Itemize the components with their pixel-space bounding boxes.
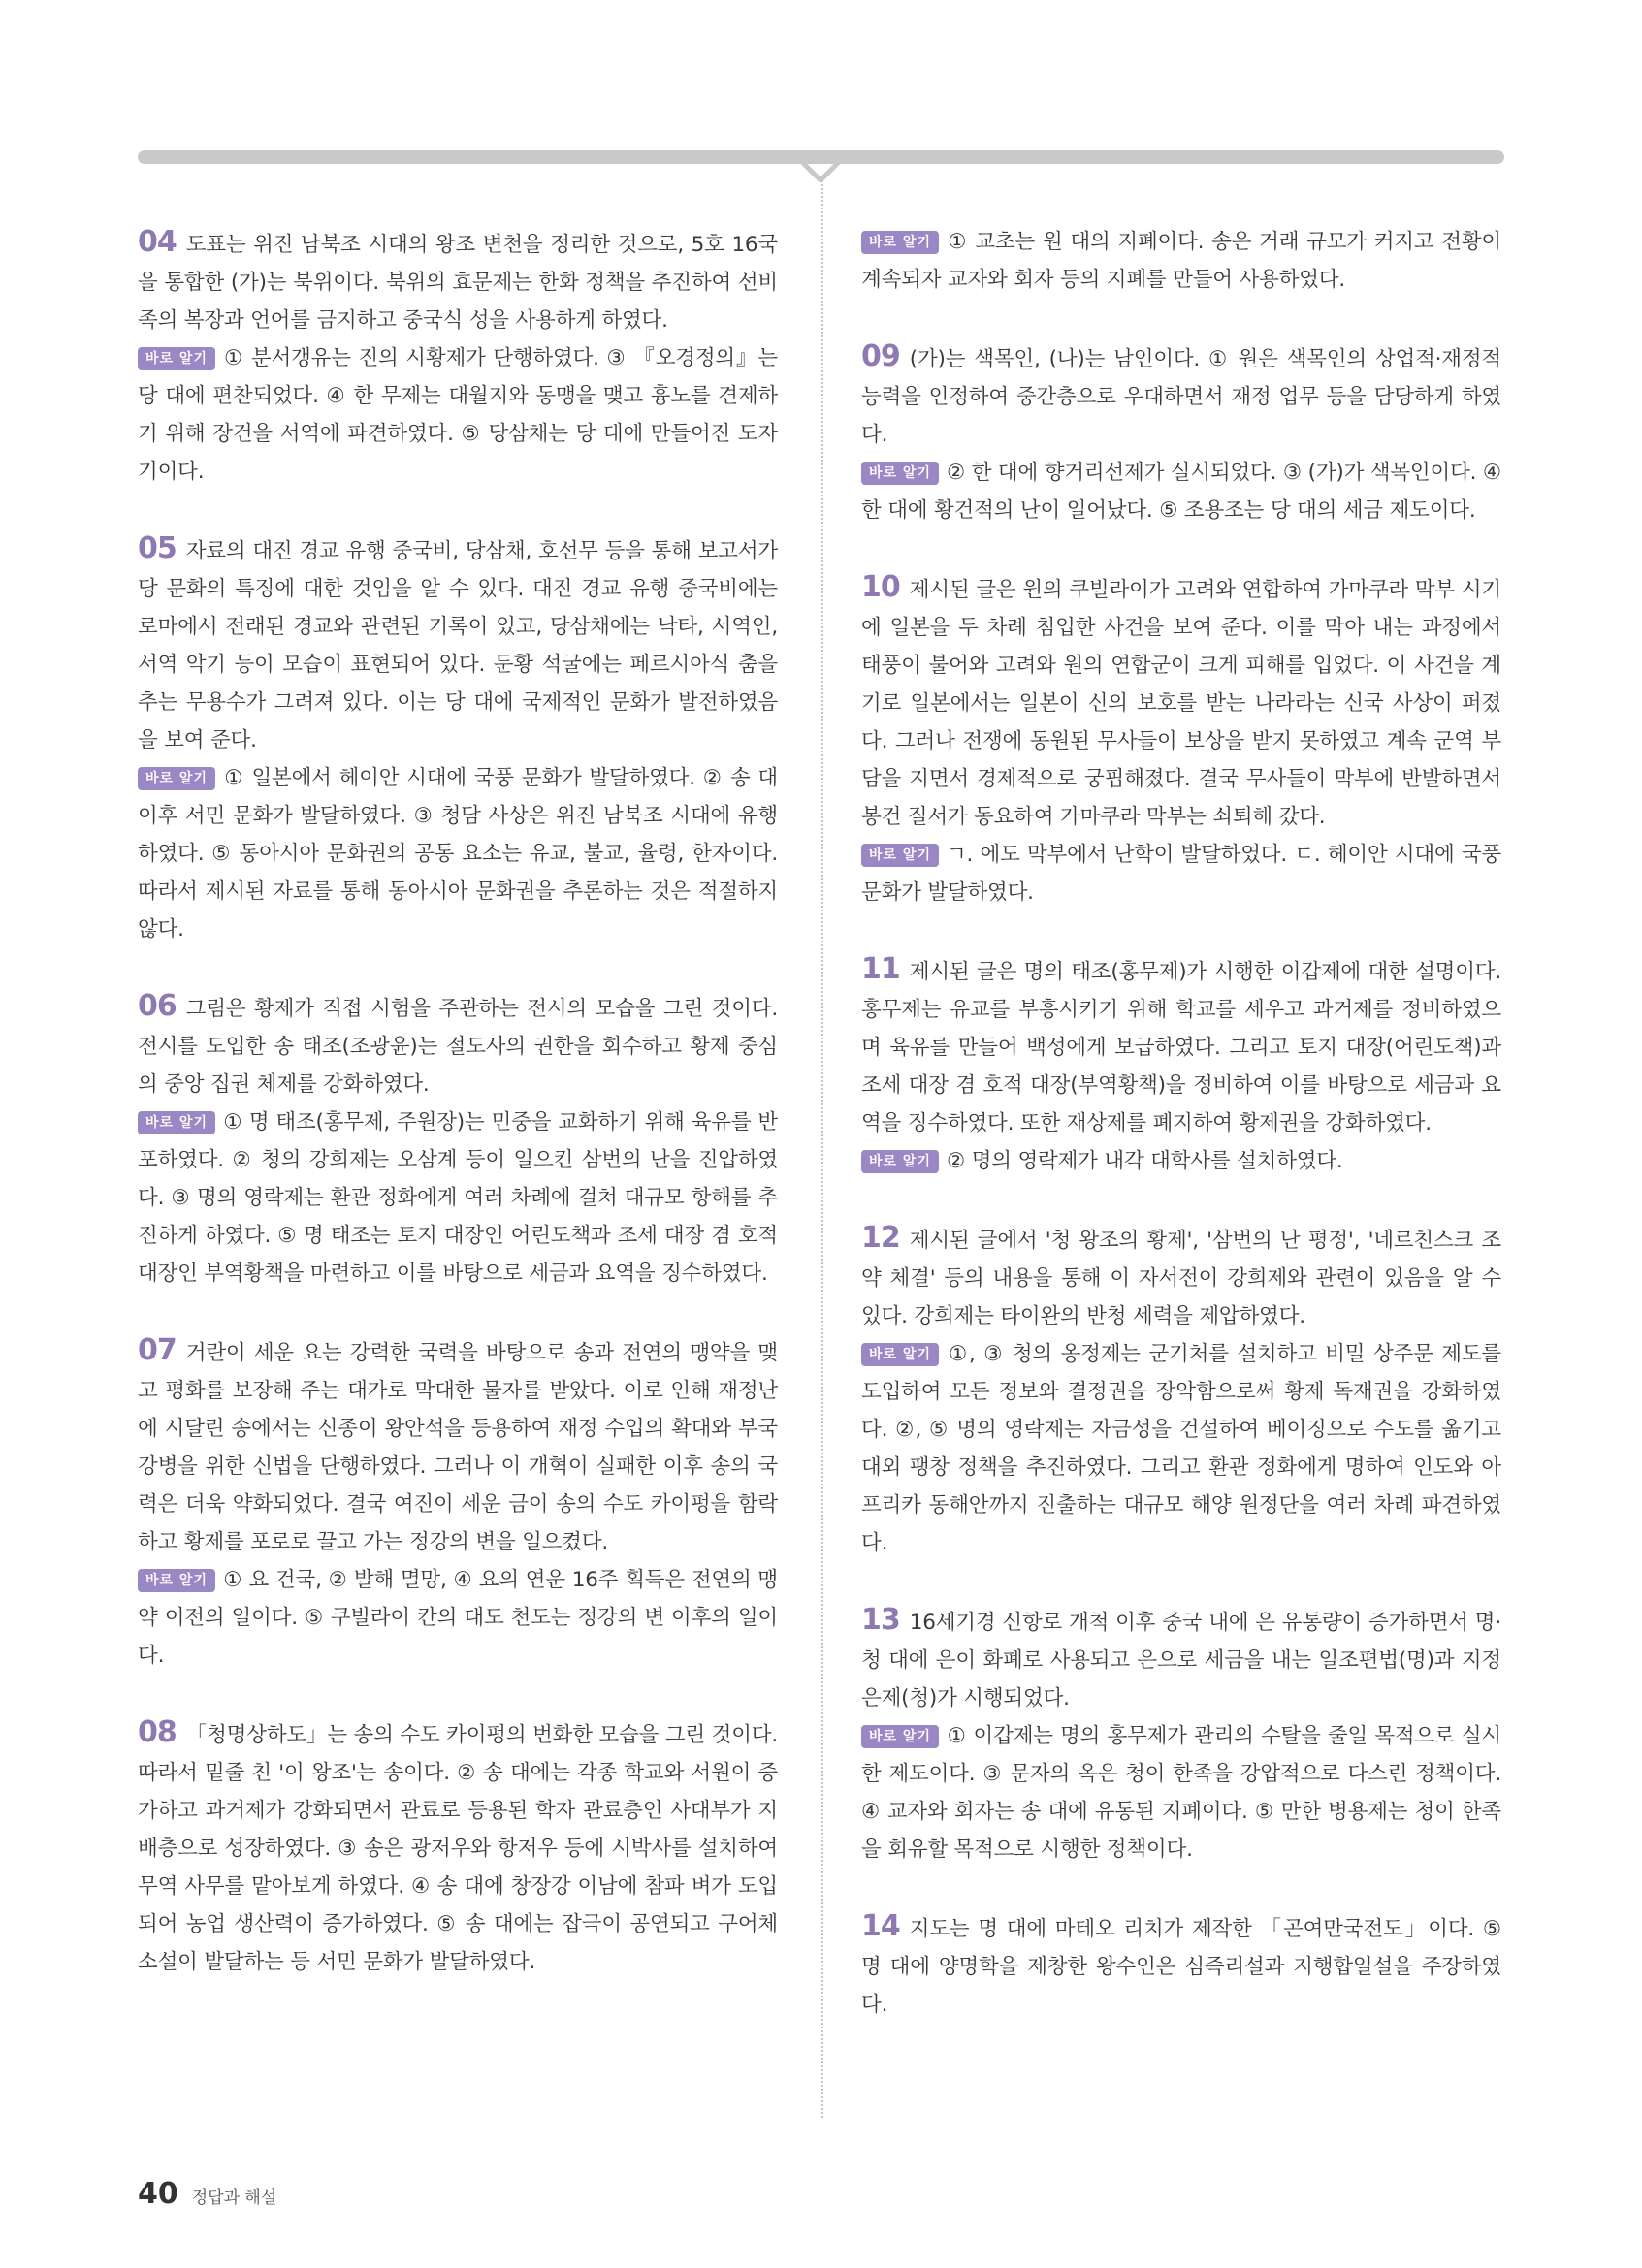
page-number: 40 — [138, 2177, 178, 2211]
answer-07 — [138, 1331, 778, 1675]
correction-badge: 바로 알기 — [861, 844, 939, 867]
answer-05 — [138, 529, 778, 948]
correction-text: ① 일본에서 헤이안 시대에 국풍 문화가 발달하였다. ② 송 대 이후 서민 문화가 발달하였다. ③ 청담 사상은 위진 남북조 시대에 유행하였다. ⑤ 동아시아 문화권의 공통 요소는 유교, 불교, 율령, 한자이다. 따라서 제시된 자료를 통해 동아시아 문화권을 추론하는 것은 적절하지 않다. — [138, 766, 778, 942]
explanation-text: 제시된 글은 명의 태조(홍무제)가 시행한 이갑제에 대한 설명이다. 홍무제는 유교를 부흥시키기 위해 학교를 세우고 과거제를 정비하였으며 육유를 만들어 백성에게 보급하였다. 그리고 토지 대장(어린도책)과 조세 대장 겸 호적 대장(부역황책)을 정비하여 이를 바탕으로 세금과 요역을 징수하였다. 또한 재상제를 폐지하여 황제권을 강화하였다. — [861, 960, 1501, 1135]
right-column — [861, 223, 1501, 2062]
correction-badge: 바로 알기 — [138, 1111, 215, 1134]
question-number: 13 — [861, 1603, 900, 1637]
explanation-text: 그림은 황제가 직접 시험을 주관하는 전시의 모습을 그린 것이다. 전시를 도입한 송 태조(조광윤)는 절도사의 권한을 회수하고 황제 중심의 중앙 집권 체제를 강화하였다. — [138, 997, 778, 1097]
correction-badge: 바로 알기 — [861, 231, 939, 254]
question-number: 06 — [138, 989, 177, 1023]
answer-11 — [861, 950, 1501, 1180]
correction-badge: 바로 알기 — [861, 462, 939, 485]
answer-06 — [138, 987, 778, 1293]
question-number: 04 — [138, 225, 177, 259]
correction-text: ① 명 태조(홍무제, 주원장)는 민중을 교화하기 위해 육유를 반포하였다. ② 청의 강희제는 오삼계 등이 일으킨 삼번의 난을 진압하였다. ③ 명의 영락제는 환관 정화에게 여러 차례에 걸쳐 대규모 항해를 추진하게 하였다. ⑤ 명 태조는 토지 대장인 어린도책과 조세 대장 겸 호적 대장인 부역황책을 마련하고 이를 바탕으로 세금과 요역을 징수하였다. — [138, 1110, 778, 1286]
explanation-text: 제시된 글은 원의 쿠빌라이가 고려와 연합하여 가마쿠라 막부 시기에 일본을 두 차례 침입한 사건을 보여 준다. 이를 막아 내는 과정에서 태풍이 불어와 고려와 원의 연합군이 크게 피해를 입었다. 이 사건을 계기로 일본에서는 일본이 신의 보호를 받는 나라라는 신국 사상이 퍼졌다. 그러나 전쟁에 동원된 무사들이 보상을 받지 못하였고 계속 군역 부담을 지면서 경제적으로 궁핍해졌다. 결국 무사들이 막부에 반발하면서 봉건 질서가 동요하여 가마쿠라 막부는 쇠퇴해 갔다. — [861, 578, 1501, 829]
question-number: 07 — [138, 1333, 177, 1367]
question-number: 09 — [861, 339, 900, 373]
answer-09 — [861, 337, 1501, 529]
answer-12 — [861, 1219, 1501, 1562]
correction-text: ② 명의 영락제가 내각 대학사를 설치하였다. — [946, 1149, 1343, 1173]
question-number: 12 — [861, 1221, 900, 1255]
explanation-text: 거란이 세운 요는 강력한 국력을 바탕으로 송과 전연의 맹약을 맺고 평화를 보장해 주는 대가로 막대한 물자를 받았다. 이로 인해 재정난에 시달린 송에서는 신종이 왕안석을 등용하여 재정 수입의 확대와 부국강병을 위한 신법을 단행하였다. 그러나 이 개혁이 실패한 이후 송의 국력은 더욱 약화되었다. 결국 여진이 세운 금이 송의 수도 카이펑을 함락하고 황제를 포로로 끌고 가는 정강의 변을 일으켰다. — [138, 1341, 778, 1554]
correction-badge: 바로 알기 — [138, 347, 215, 370]
left-column — [138, 223, 778, 2020]
correction-text: ① 교초는 원 대의 지폐이다. 송은 거래 규모가 커지고 전황이 계속되자 교자와 회자 등의 지폐를 만들어 사용하였다. — [861, 230, 1501, 292]
explanation-text: 「청명상하도」는 송의 수도 카이펑의 번화한 모습을 그린 것이다. 따라서 밑줄 친 '이 왕조'는 송이다. ② 송 대에는 각종 학교와 서원이 증가하고 과거제가 강화되면서 관료로 등용된 학자 관료층인 사대부가 지배층으로 성장하였다. ③ 송은 광저우와 항저우 등에 시박사를 설치하여 무역 사무를 맡아보게 하였다. ④ 송 대에 창장강 이남에 참파 벼가 도입되어 농업 생산력이 증가하였다. ⑤ 송 대에는 잡극이 공연되고 구어체 소설이 발달하는 등 서민 문화가 발달하였다. — [138, 1723, 778, 1974]
correction-badge: 바로 알기 — [861, 1150, 939, 1173]
question-number: 11 — [861, 952, 900, 986]
explanation-text: (가)는 색목인, (나)는 남인이다. ① 원은 색목인의 상업적·재정적 능력을 인정하여 중간층으로 우대하면서 재정 업무 등을 담당하게 하였다. — [861, 347, 1501, 447]
question-number: 14 — [861, 1909, 900, 1943]
answer-10 — [861, 568, 1501, 911]
correction-badge: 바로 알기 — [861, 1725, 939, 1748]
question-number: 05 — [138, 531, 177, 565]
question-number: 10 — [861, 570, 900, 604]
correction-text: ② 한 대에 향거리선제가 실시되었다. ③ (가)가 색목인이다. ④ 한 대에 황건적의 난이 일어났다. ⑤ 조용조는 당 대의 세금 제도이다. — [861, 461, 1501, 523]
correction-text: ㄱ. 에도 막부에서 난학이 발달하였다. ㄷ. 헤이안 시대에 국풍 문화가 발달하였다. — [861, 843, 1501, 905]
explanation-text: 도표는 위진 남북조 시대의 왕조 변천을 정리한 것으로, 5호 16국을 통합한 (가)는 북위이다. 북위의 효문제는 한화 정책을 추진하여 선비족의 복장과 언어를 금지하고 중국식 성을 사용하게 하였다. — [138, 233, 778, 333]
answer-14 — [861, 1907, 1501, 2024]
answer-08-continued — [861, 223, 1501, 299]
explanation-text: 제시된 글에서 '청 왕조의 황제', '삼번의 난 평정', '네르친스크 조약 체결' 등의 내용을 통해 이 자서전이 강희제와 관련이 있음을 알 수 있다. 강희제는 타이완의 반청 세력을 제압하였다. — [861, 1229, 1501, 1328]
correction-text: ① 이갑제는 명의 홍무제가 관리의 수탈을 줄일 목적으로 실시한 제도이다. ③ 문자의 옥은 청이 한족을 강압적으로 다스린 정책이다. ④ 교자와 회자는 송 대에 유통된 지폐이다. ⑤ 만한 병용제는 청이 한족을 회유할 목적으로 시행한 정책이다. — [861, 1724, 1501, 1862]
column-divider — [821, 180, 823, 2118]
answer-08 — [138, 1713, 778, 1981]
correction-text: ①, ③ 청의 옹정제는 군기처를 설치하고 비밀 상주문 제도를 도입하여 모든 정보와 결정권을 장악함으로써 황제 독재권을 강화하였다. ②, ⑤ 명의 영락제는 자금성을 건설하여 베이징으로 수도를 옮기고 대외 팽창 정책을 추진하였다. 그리고 환관 정화에게 명하여 인도와 아프리카 동해안까지 진출하는 대규모 해양 원정단을 여러 차례 파견하였다. — [861, 1342, 1501, 1555]
page-footer — [138, 2177, 276, 2216]
correction-badge: 바로 알기 — [861, 1343, 939, 1366]
explanation-text: 자료의 대진 경교 유행 중국비, 당삼채, 호선무 등을 통해 보고서가 당 문화의 특징에 대한 것임을 알 수 있다. 대진 경교 유행 중국비에는 로마에서 전래된 경교와 관련된 기록이 있고, 당삼채에는 낙타, 서역인, 서역 악기 등이 모습이 표현되어 있다. 둔황 석굴에는 페르시아식 춤을 추는 무용수가 그려져 있다. 이는 당 대에 국제적인 문화가 발전하였음을 보여 준다. — [138, 539, 778, 752]
correction-text: ① 분서갱유는 진의 시황제가 단행하였다. ③ 『오경정의』는 당 대에 편찬되었다. ④ 한 무제는 대월지와 동맹을 맺고 흉노를 견제하기 위해 장건을 서역에 파견하였다. ⑤ 당삼채는 당 대에 만들어진 도자기이다. — [138, 346, 778, 484]
header-notch — [801, 161, 840, 182]
correction-badge: 바로 알기 — [138, 1569, 215, 1592]
footer-section-label: 정답과 해설 — [191, 2188, 277, 2208]
correction-badge: 바로 알기 — [138, 767, 215, 790]
answer-04 — [138, 223, 778, 491]
question-number: 08 — [138, 1715, 177, 1749]
answer-13 — [861, 1601, 1501, 1869]
explanation-text: 지도는 명 대에 마테오 리치가 제작한 「곤여만국전도」이다. ⑤ 명 대에 양명학을 제창한 왕수인은 심즉리설과 지행합일설을 주장하였다. — [861, 1917, 1501, 2017]
correction-text: ① 요 건국, ② 발해 멸망, ④ 요의 연운 16주 획득은 전연의 맹약 이전의 일이다. ⑤ 쿠빌라이 칸의 대도 천도는 정강의 변 이후의 일이다. — [138, 1568, 778, 1668]
explanation-text: 16세기경 신항로 개척 이후 중국 내에 은 유통량이 증가하면서 명·청 대에 은이 화폐로 사용되고 은으로 세금을 내는 일조편법(명)과 지정은제(청)가 시행되었다. — [861, 1611, 1501, 1710]
